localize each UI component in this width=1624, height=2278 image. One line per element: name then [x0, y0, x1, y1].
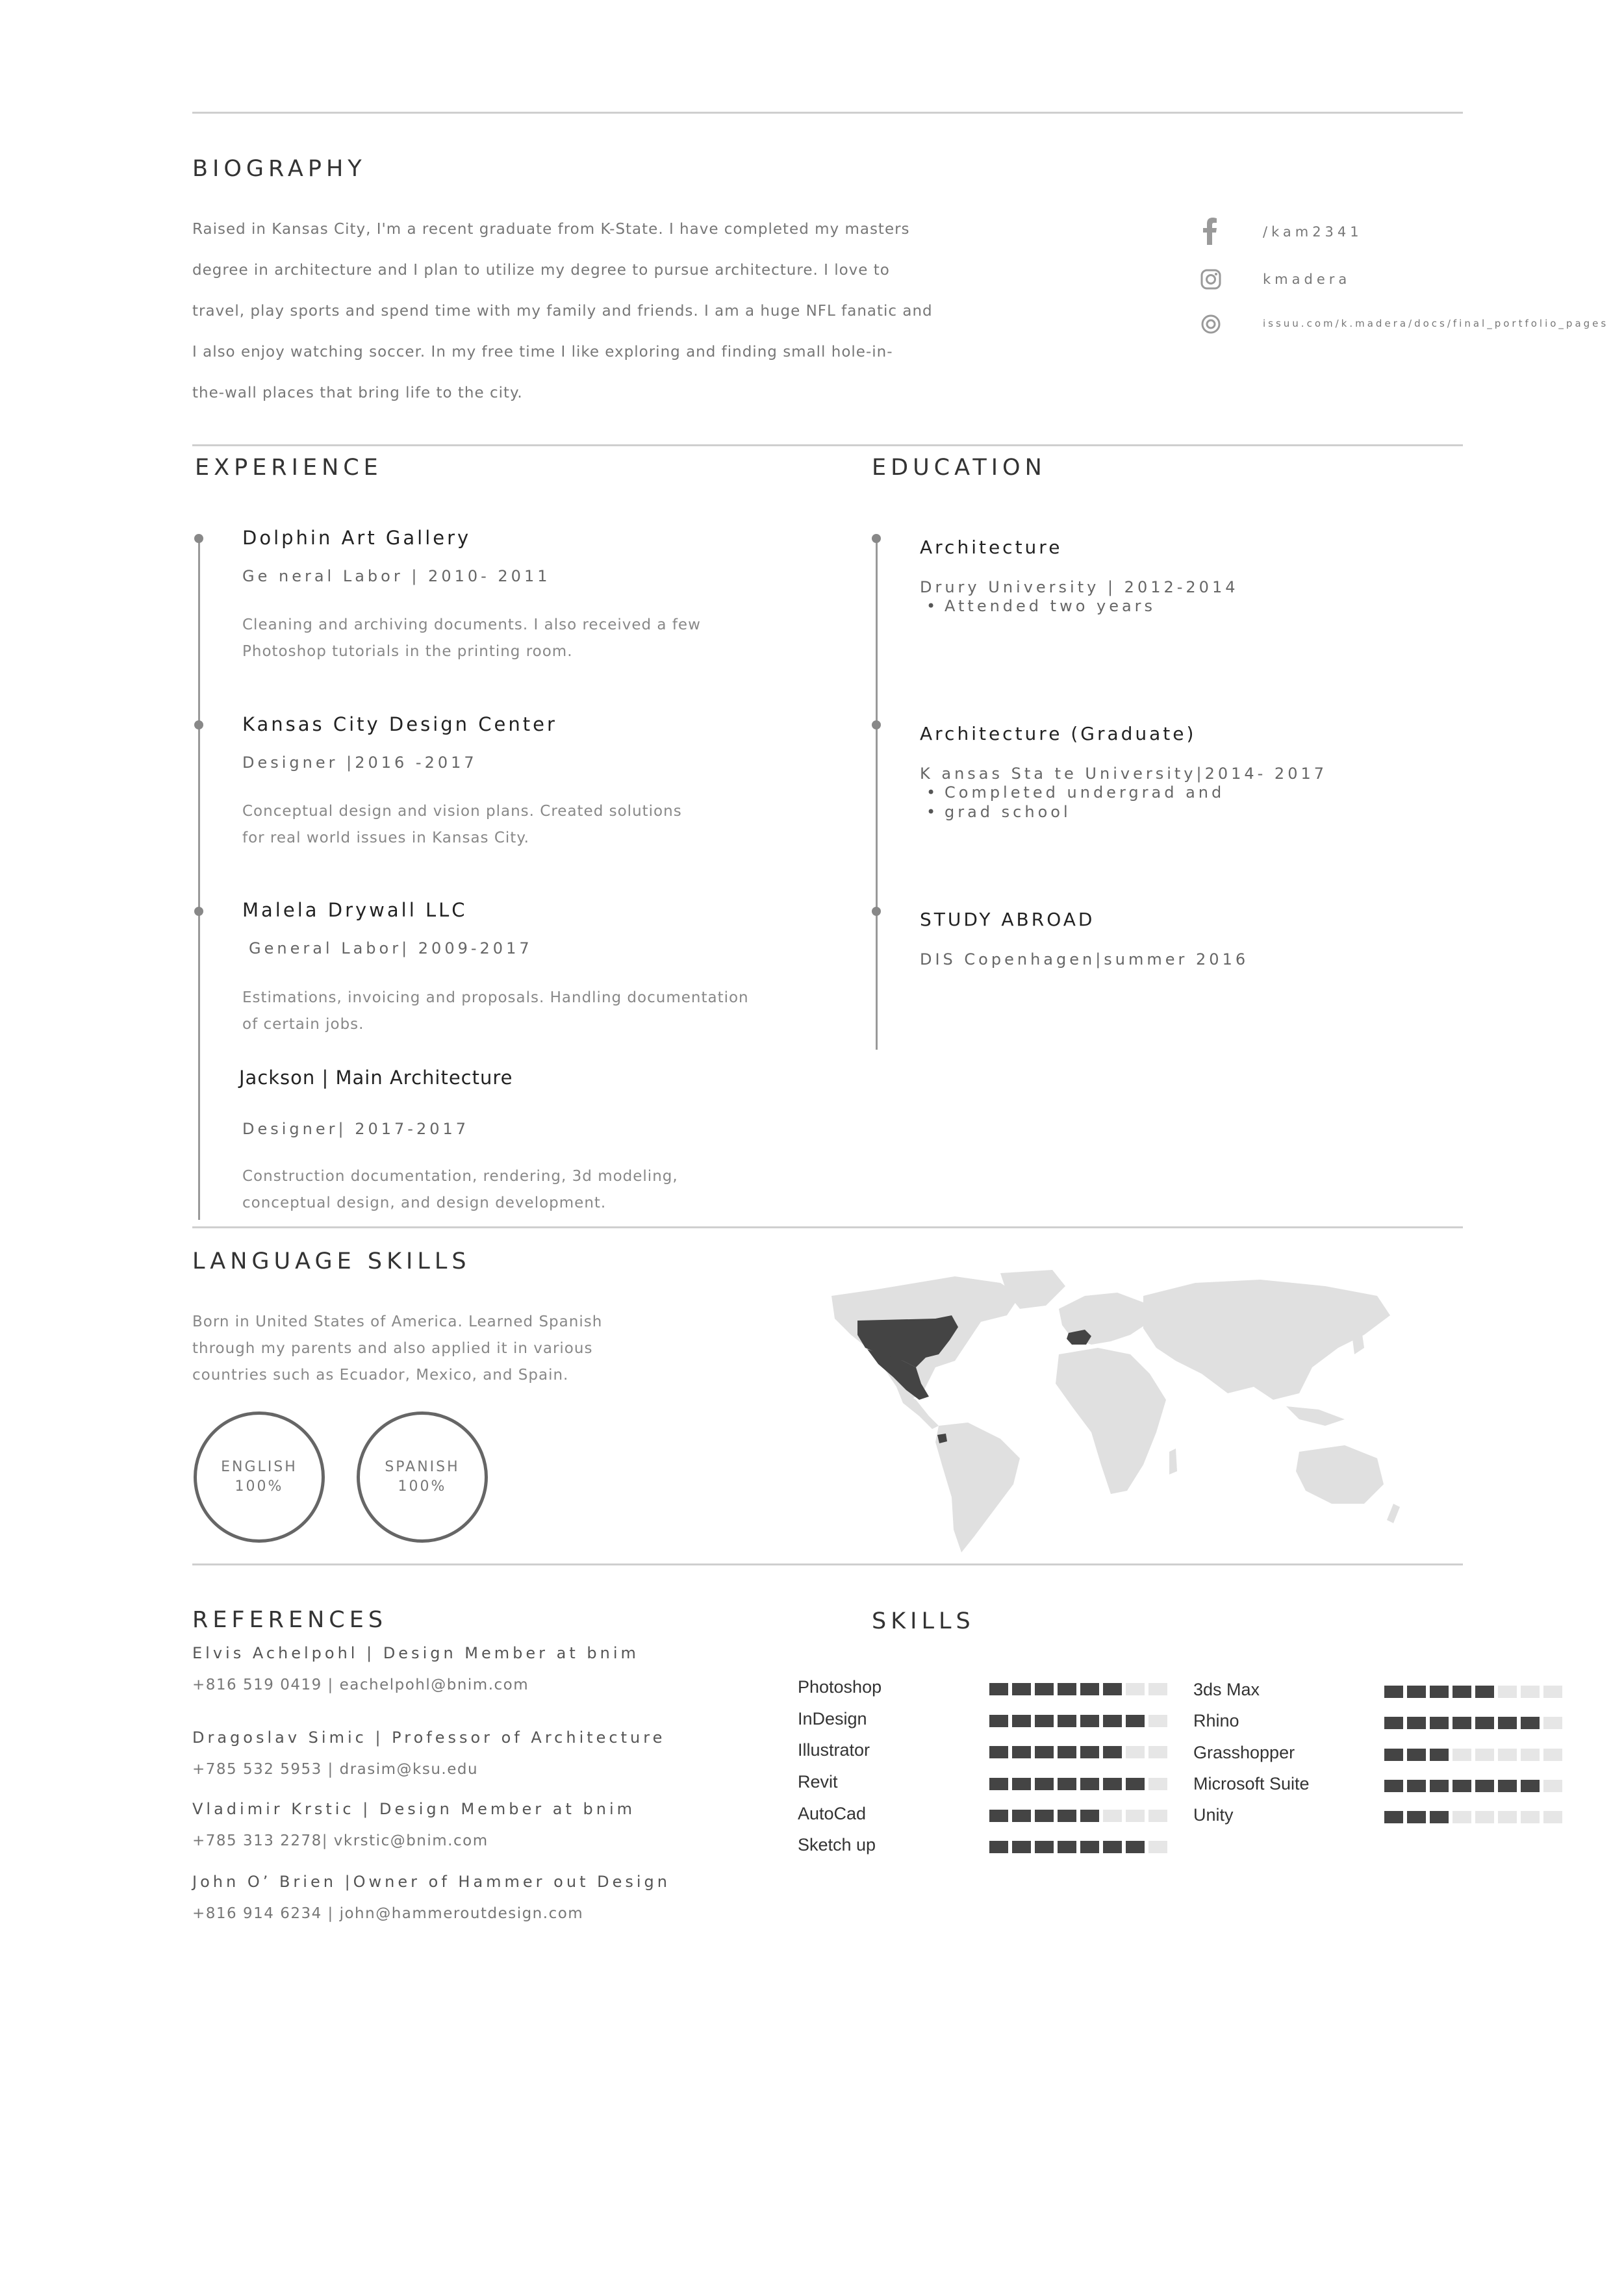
education-title: Architecture: [920, 537, 1063, 558]
education-title: Architecture (Graduate): [920, 723, 1197, 744]
skill-segment: [1126, 1683, 1145, 1695]
skill-segment: [1407, 1749, 1426, 1761]
skill-segment: [1430, 1811, 1449, 1823]
skill-segment: [989, 1841, 1008, 1853]
skill-segment: [1453, 1749, 1471, 1761]
skill-segment: [989, 1778, 1008, 1790]
biography-line: degree in architecture and I plan to utilize my degree to pursue architecture. I love to: [192, 262, 890, 279]
timeline-dot: [872, 534, 881, 543]
skill-segment: [1453, 1780, 1471, 1792]
job-role: Designer| 2017-2017: [242, 1120, 470, 1138]
english-level-circle: [194, 1411, 325, 1543]
skill-segment: [1430, 1717, 1449, 1729]
job-title: Dolphin Art Gallery: [242, 527, 472, 549]
language-name: SPANISH: [385, 1459, 460, 1475]
skill-bar: [989, 1778, 1167, 1790]
skill-segment: [989, 1746, 1008, 1758]
skill-segment: [1521, 1811, 1540, 1823]
skill-segment: [1080, 1715, 1099, 1727]
skill-name: Unity: [1193, 1805, 1234, 1825]
reference-name: Elvis Achelpohl | Design Member at bnim: [192, 1644, 639, 1662]
skill-segment: [1058, 1778, 1076, 1790]
skill-segment: [1103, 1715, 1122, 1727]
experience-timeline: [198, 539, 200, 1220]
skill-segment: [1384, 1749, 1403, 1761]
skill-segment: [1035, 1810, 1054, 1822]
skill-name: Grasshopper: [1193, 1743, 1295, 1762]
skill-segment: [1126, 1746, 1145, 1758]
job-description: Conceptual design and vision plans. Created solutions for real world issues in Kansas City.: [242, 803, 682, 846]
job-role: General Labor| 2009-2017: [249, 939, 533, 957]
skill-segment: [1475, 1717, 1494, 1729]
skill-segment: [1148, 1746, 1167, 1758]
skill-bar: [1384, 1749, 1562, 1761]
skill-segment: [1475, 1780, 1494, 1792]
facebook-handle[interactable]: /kam2341: [1263, 224, 1363, 240]
skill-name: Sketch up: [798, 1835, 876, 1854]
skill-segment: [1080, 1683, 1099, 1695]
skill-segment: [1384, 1686, 1403, 1698]
biography-line: Raised in Kansas City, I'm a recent graduate from K-State. I have completed my masters: [192, 221, 910, 238]
skill-name: Photoshop: [798, 1677, 882, 1697]
reference-contact[interactable]: +785 532 5953 | drasim@ksu.edu: [192, 1761, 479, 1778]
skill-segment: [1148, 1778, 1167, 1790]
skill-segment: [1475, 1749, 1494, 1761]
skill-segment: [1407, 1780, 1426, 1792]
skill-segment: [1126, 1778, 1145, 1790]
biography-line: the-wall places that bring life to the city.: [192, 385, 523, 401]
skill-segment: [1103, 1778, 1122, 1790]
skill-segment: [1521, 1717, 1540, 1729]
reference-contact[interactable]: +785 313 2278| vkrstic@bnim.com: [192, 1832, 488, 1849]
skill-segment: [1148, 1810, 1167, 1822]
skill-name: Illustrator: [798, 1740, 870, 1760]
skill-name: AutoCad: [798, 1804, 867, 1823]
skill-segment: [1012, 1841, 1031, 1853]
education-school: Drury University | 2012-2014: [920, 578, 1239, 596]
top-divider: [192, 112, 1463, 114]
skill-segment: [1012, 1746, 1031, 1758]
biography-divider: [192, 444, 1463, 446]
education-title: STUDY ABROAD: [920, 909, 1095, 930]
education-bullets: • Attended two years: [920, 596, 1156, 616]
skill-bar: [989, 1841, 1167, 1853]
skill-segment: [1498, 1811, 1517, 1823]
skill-segment: [1384, 1811, 1403, 1823]
skills-heading: SKILLS: [872, 1608, 975, 1634]
skill-segment: [1148, 1715, 1167, 1727]
skill-segment: [1453, 1717, 1471, 1729]
skill-segment: [1453, 1811, 1471, 1823]
timeline-dot: [194, 907, 203, 916]
skill-segment: [1012, 1715, 1031, 1727]
skill-name: 3ds Max: [1193, 1680, 1260, 1699]
skill-segment: [1498, 1717, 1517, 1729]
skill-segment: [1126, 1810, 1145, 1822]
skill-segment: [1543, 1780, 1562, 1792]
skill-segment: [1058, 1841, 1076, 1853]
reference-name: Dragoslav Simic | Professor of Architecture: [192, 1728, 666, 1747]
skill-segment: [1498, 1780, 1517, 1792]
reference-contact[interactable]: +816 914 6234 | john@hammeroutdesign.com: [192, 1905, 584, 1922]
biography-line: I also enjoy watching soccer. In my free time I like exploring and finding small hole-in-: [192, 344, 893, 361]
language-description: Born in United States of America. Learned Spanish through my parents and also applied it in various countries such as Ecuador, Mexico, and Spain.: [192, 1313, 603, 1384]
biography-line: travel, play sports and spend time with my family and friends. I am a huge NFL fanatic and: [192, 303, 933, 320]
skill-name: Rhino: [1193, 1711, 1239, 1730]
skill-segment: [989, 1715, 1008, 1727]
instagram-icon[interactable]: [1200, 269, 1221, 290]
skill-segment: [1080, 1810, 1099, 1822]
experience-divider: [192, 1226, 1463, 1228]
language-name: ENGLISH: [221, 1459, 298, 1475]
issuu-link[interactable]: issuu.com/k.madera/docs/final_portfolio_pages: [1263, 318, 1609, 329]
skill-segment: [1080, 1841, 1099, 1853]
language-heading: LANGUAGE SKILLS: [192, 1248, 471, 1274]
job-description: Estimations, invoicing and proposals. Handling documentation of certain jobs.: [242, 989, 749, 1033]
job-role: Ge neral Labor | 2010- 2011: [242, 567, 551, 585]
skill-segment: [1103, 1683, 1122, 1695]
language-level: 100%: [235, 1478, 284, 1495]
skill-segment: [1407, 1811, 1426, 1823]
skill-segment: [1148, 1683, 1167, 1695]
skill-name: InDesign: [798, 1709, 867, 1728]
skill-segment: [1498, 1686, 1517, 1698]
skill-segment: [1407, 1686, 1426, 1698]
skill-segment: [1543, 1686, 1562, 1698]
skill-segment: [1430, 1749, 1449, 1761]
skill-segment: [1543, 1717, 1562, 1729]
skill-bar: [1384, 1717, 1562, 1729]
skill-segment: [1148, 1841, 1167, 1853]
job-description: Construction documentation, rendering, 3d modeling, conceptual design, and design development.: [242, 1168, 678, 1211]
references-heading: REFERENCES: [192, 1607, 388, 1633]
education-bullets: • Completed undergrad and • grad school: [920, 783, 1224, 822]
reference-contact[interactable]: +816 519 0419 | eachelpohl@bnim.com: [192, 1677, 529, 1693]
reference-name: Vladimir Krstic | Design Member at bnim: [192, 1800, 636, 1818]
skill-segment: [1035, 1746, 1054, 1758]
skill-segment: [1103, 1841, 1122, 1853]
skill-segment: [1012, 1810, 1031, 1822]
education-school: DIS Copenhagen|summer 2016: [920, 950, 1249, 968]
instagram-handle[interactable]: kmadera: [1263, 272, 1351, 287]
skill-name: Microsoft Suite: [1193, 1774, 1310, 1793]
skill-segment: [1058, 1715, 1076, 1727]
language-level: 100%: [398, 1478, 447, 1495]
skill-segment: [1035, 1683, 1054, 1695]
job-role: Designer |2016 -2017: [242, 753, 477, 772]
skill-segment: [1126, 1715, 1145, 1727]
skill-bar: [1384, 1780, 1562, 1792]
job-title: Malela Drywall LLC: [242, 899, 468, 921]
job-title: Kansas City Design Center: [242, 713, 557, 735]
skill-segment: [1543, 1749, 1562, 1761]
education-school: K ansas Sta te University|2014- 2017: [920, 765, 1328, 783]
timeline-dot: [194, 720, 203, 729]
skill-segment: [1012, 1683, 1031, 1695]
job-description: Cleaning and archiving documents. I also received a few Photoshop tutorials in the printing room.: [242, 616, 701, 660]
skill-segment: [1058, 1746, 1076, 1758]
skill-segment: [1080, 1746, 1099, 1758]
timeline-dot: [872, 720, 881, 729]
skill-segment: [1058, 1683, 1076, 1695]
skill-segment: [1080, 1778, 1099, 1790]
skill-bar: [989, 1715, 1167, 1727]
skill-segment: [1035, 1778, 1054, 1790]
biography-heading: BIOGRAPHY: [192, 156, 366, 182]
skill-segment: [1543, 1811, 1562, 1823]
skill-segment: [1384, 1780, 1403, 1792]
skill-segment: [989, 1810, 1008, 1822]
skill-bar: [1384, 1811, 1562, 1823]
skill-segment: [1126, 1841, 1145, 1853]
issuu-icon[interactable]: [1200, 314, 1221, 335]
skill-segment: [1384, 1717, 1403, 1729]
skill-segment: [1521, 1780, 1540, 1792]
timeline-dot: [872, 907, 881, 916]
skill-segment: [1521, 1686, 1540, 1698]
language-divider: [192, 1563, 1463, 1565]
education-heading: EDUCATION: [872, 455, 1047, 481]
facebook-icon[interactable]: [1202, 218, 1217, 245]
skill-name: Revit: [798, 1772, 838, 1791]
job-title: Jackson | Main Architecture: [239, 1067, 513, 1089]
skill-segment: [1521, 1749, 1540, 1761]
skill-segment: [1058, 1810, 1076, 1822]
skill-segment: [1475, 1686, 1494, 1698]
skill-segment: [1475, 1811, 1494, 1823]
timeline-dot: [194, 534, 203, 543]
skill-bar: [989, 1746, 1167, 1758]
skill-segment: [1430, 1780, 1449, 1792]
skill-segment: [1035, 1841, 1054, 1853]
spanish-level-circle: [357, 1411, 488, 1543]
skill-segment: [1407, 1717, 1426, 1729]
skill-segment: [1103, 1810, 1122, 1822]
skill-segment: [1012, 1778, 1031, 1790]
skill-segment: [989, 1683, 1008, 1695]
education-timeline: [876, 539, 878, 1050]
skill-segment: [1453, 1686, 1471, 1698]
skill-segment: [1498, 1749, 1517, 1761]
experience-heading: EXPERIENCE: [195, 455, 383, 481]
skill-bar: [989, 1683, 1167, 1695]
reference-name: John O’ Brien |Owner of Hammer out Design: [192, 1873, 670, 1891]
skill-segment: [1430, 1686, 1449, 1698]
world-map: [806, 1270, 1403, 1556]
skill-bar: [989, 1810, 1167, 1822]
skill-segment: [1103, 1746, 1122, 1758]
skill-bar: [1384, 1686, 1562, 1698]
skill-segment: [1035, 1715, 1054, 1727]
